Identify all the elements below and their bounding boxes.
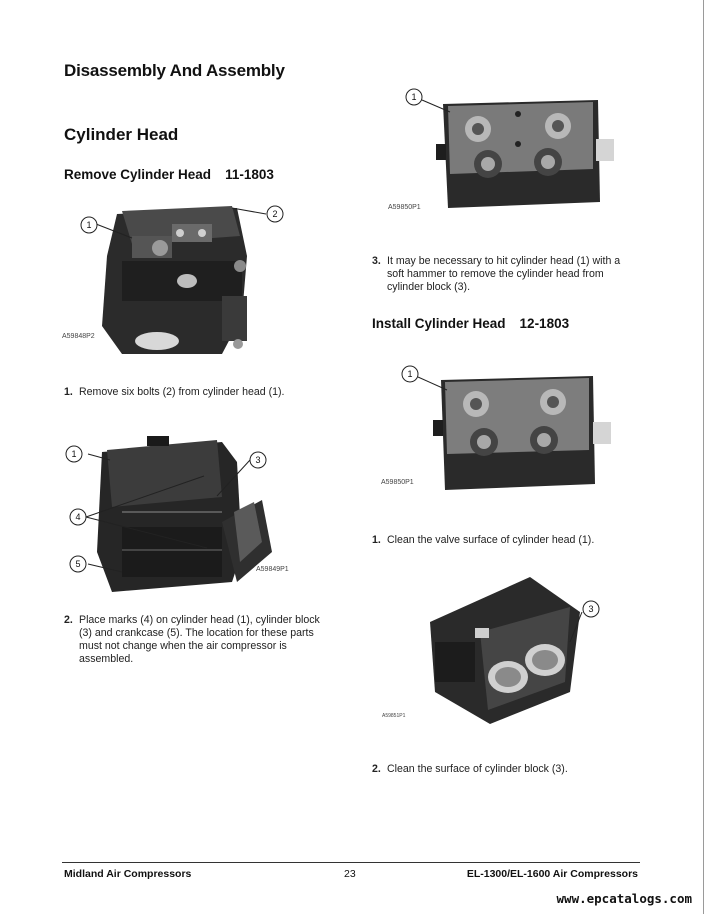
install-step-2 xyxy=(372,763,636,776)
remove-step-3-text: It may be necessary to hit cylinder head (1) with a soft hammer to remove the cylinder head from cylinder block (3). xyxy=(387,255,621,293)
remove-step-3-number: 3. xyxy=(372,255,381,267)
callout-2-label: 2 xyxy=(272,209,278,219)
watermark: www.epcatalogs.com xyxy=(556,891,692,906)
callout-1-label: 1 xyxy=(86,220,92,230)
remove-step-2 xyxy=(64,614,334,666)
install-step-2-number: 2. xyxy=(372,763,381,775)
install-step-1-number: 1. xyxy=(372,534,381,546)
page-number: 23 xyxy=(344,868,356,880)
figure-cylinder-head-install xyxy=(381,362,626,492)
remove-heading-code: 11-1803 xyxy=(225,167,274,182)
install-step-2-text: Clean the surface of cylinder block (3). xyxy=(387,763,568,775)
callout-1-label: 1 xyxy=(411,92,417,102)
callout-1-label: 1 xyxy=(71,449,77,459)
figure-cylinder-block xyxy=(380,572,610,732)
subsection-title: Cylinder Head xyxy=(64,125,179,144)
figure-compressor-marks xyxy=(62,432,312,592)
figure-1-label: A59848P2 xyxy=(62,333,95,340)
figure-compressor-assembled xyxy=(62,196,278,356)
remove-step-1 xyxy=(64,386,324,399)
remove-step-1-text: Remove six bolts (2) from cylinder head (1). xyxy=(79,386,285,398)
install-heading-title: Install Cylinder Head xyxy=(372,316,506,331)
footer-rule xyxy=(62,862,640,863)
callout-4-label: 4 xyxy=(75,512,81,522)
remove-step-2-text: Place marks (4) on cylinder head (1), cylinder block (3) and crankcase (5). The location for these parts must not change when the air compressor is assembled. xyxy=(79,614,320,665)
install-step-1-text: Clean the valve surface of cylinder head (1). xyxy=(387,534,595,546)
figure-5-label: A59851P1 xyxy=(382,713,406,719)
figure-3-label: A59850P1 xyxy=(388,204,421,211)
figure-cylinder-head-top xyxy=(388,84,628,214)
install-heading-code: 12-1803 xyxy=(519,316,570,331)
remove-step-2-number: 2. xyxy=(64,614,73,626)
install-step-1 xyxy=(372,534,636,547)
remove-step-1-number: 1. xyxy=(64,386,73,398)
remove-heading-title: Remove Cylinder Head xyxy=(64,167,212,182)
callout-5-label: 5 xyxy=(75,559,81,569)
callout-3-label: 3 xyxy=(588,604,594,614)
remove-heading xyxy=(64,167,274,182)
figure-4-label: A59850P1 xyxy=(381,479,414,486)
remove-step-3 xyxy=(372,255,636,294)
footer-right: EL-1300/EL-1600 Air Compressors xyxy=(466,868,638,880)
footer-left: Midland Air Compressors xyxy=(64,868,192,880)
callout-3-label: 3 xyxy=(255,455,261,465)
install-heading xyxy=(372,316,569,331)
callout-1-label: 1 xyxy=(407,369,413,379)
figure-2-label: A59849P1 xyxy=(256,566,289,573)
section-title: Disassembly And Assembly xyxy=(64,61,285,80)
